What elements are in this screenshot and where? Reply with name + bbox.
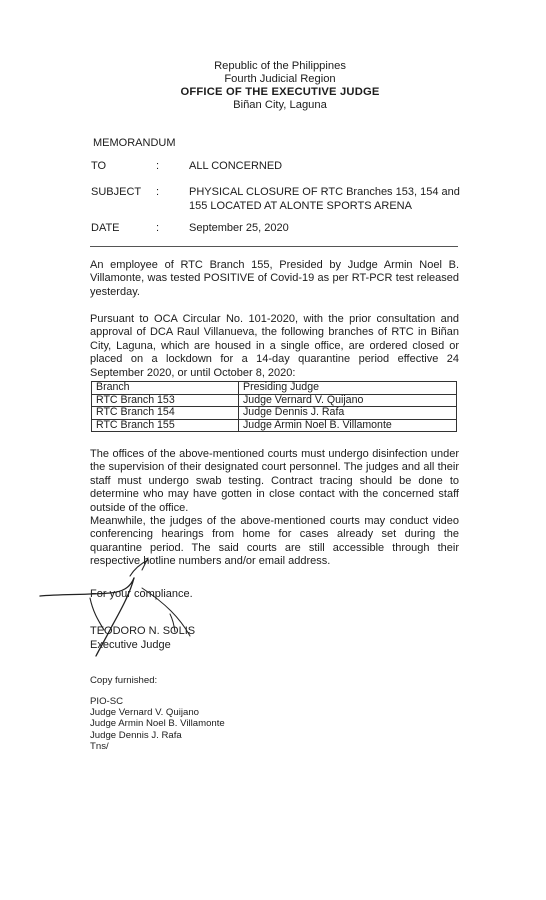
paragraph-incident: An employee of RTC Branch 155, Presided by Judge Armin Noel B. Villamonte, was tested POSITIVE of Covid-19 as per RT-PCR test released yesterday. <box>90 259 459 298</box>
list-item: Judge Armin Noel B. Villamonte <box>90 718 225 730</box>
letterhead <box>150 60 410 112</box>
table-row <box>92 419 457 432</box>
letterhead-republic: Republic of the Philippines <box>214 60 346 72</box>
table-cell-branch: RTC Branch 154 <box>92 407 239 420</box>
signatory-name: TEODORO N. SOLIS <box>90 625 196 637</box>
to-value: ALL CONCERNED <box>189 160 283 172</box>
subject-value <box>189 186 479 213</box>
table-cell-judge: Judge Armin Noel B. Villamonte <box>239 419 457 432</box>
table-header-branch: Branch <box>92 382 239 395</box>
copy-furnished-label: Copy furnished: <box>90 675 158 686</box>
to-colon: : <box>156 160 160 172</box>
table-row <box>92 394 457 407</box>
letterhead-city: Biñan City, Laguna <box>233 99 327 111</box>
date-label: DATE <box>91 222 120 234</box>
table-cell-branch: RTC Branch 155 <box>92 419 239 432</box>
table-cell-judge: Judge Vernard V. Quijano <box>239 394 457 407</box>
date-value: September 25, 2020 <box>189 222 289 234</box>
branch-table <box>91 381 457 432</box>
to-label: TO <box>91 160 107 172</box>
subject-line-2: 155 LOCATED AT ALONTE SPORTS ARENA <box>189 199 412 212</box>
header-divider <box>90 246 458 247</box>
subject-label: SUBJECT <box>91 186 142 198</box>
letterhead-region: Fourth Judicial Region <box>224 73 336 85</box>
signatory-title: Executive Judge <box>90 639 171 651</box>
paragraph-order: Pursuant to OCA Circular No. 101-2020, with the prior consultation and approval of DCA Raul Villanueva, the following branches of RTC in Biñan City, Laguna, which are housed in a single office, are ordered closed or placed on a lockdown for a 14-day quarantine period effective 24 September 2020, or until October 8, 2020: <box>90 313 459 379</box>
table-cell-branch: RTC Branch 153 <box>92 394 239 407</box>
table-row <box>92 407 457 420</box>
memo-title: MEMORANDUM <box>93 137 176 149</box>
table-header-row <box>92 382 457 395</box>
list-item: PIO-SC <box>90 696 124 707</box>
signatory-block <box>90 624 195 652</box>
paragraph-disinfection: The offices of the above-mentioned courts must undergo disinfection under the supervision of their designated court personnel. The judges and all their staff must undergo swab testing. Contract tracing should be done to determine who may have gotten in close contact with the concerned staff outside of the office. <box>90 448 459 514</box>
subject-colon: : <box>156 186 160 198</box>
paragraph-hearings: Meanwhile, the judges of the above-mentioned courts may conduct video conferencing hearings from home for cases already set during the quarantine period. The said courts are still accessible through their respective hotline numbers and/or email address. <box>90 515 459 568</box>
closing-line: For your compliance. <box>90 588 193 600</box>
list-item: Judge Vernard V. Quijano <box>90 707 199 719</box>
table-cell-judge: Judge Dennis J. Rafa <box>239 407 457 420</box>
date-colon: : <box>156 222 160 234</box>
list-item: Judge Dennis J. Rafa <box>90 729 182 741</box>
letterhead-office: OFFICE OF THE EXECUTIVE JUDGE <box>180 86 380 98</box>
subject-line-1: PHYSICAL CLOSURE OF RTC Branches 153, 154 and <box>189 186 460 198</box>
list-item: Tns/ <box>90 740 109 752</box>
copy-furnished-list <box>90 696 225 752</box>
table-header-judge: Presiding Judge <box>239 382 457 395</box>
